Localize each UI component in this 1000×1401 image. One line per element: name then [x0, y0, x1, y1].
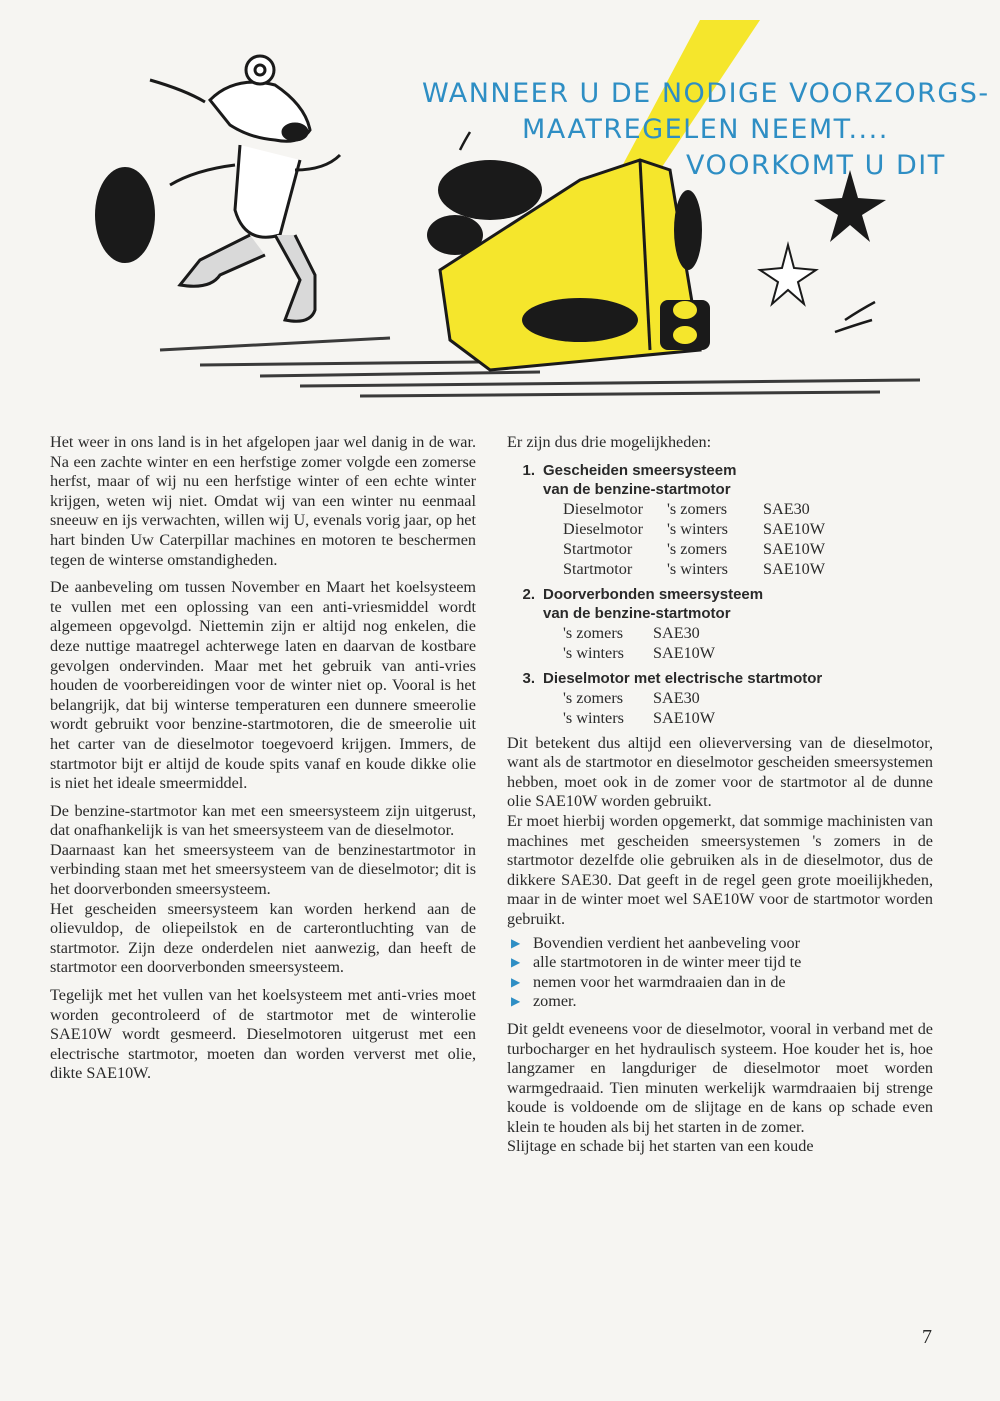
bullet-list [511, 934, 933, 1012]
left-column [50, 433, 476, 1092]
table-row [563, 499, 933, 519]
headline-line-2: MAATREGELEN NEEMT.... [522, 114, 889, 145]
star-outline-icon [760, 245, 816, 304]
season-cell: 's winters [667, 559, 728, 578]
oil-cell: SAE10W [653, 643, 716, 662]
list-item-text: zomer. [533, 992, 577, 1011]
paragraph: Dit betekent dus altijd een olieverversing van de dieselmotor, want als de startmotor en dieselmotor gescheiden smeersystemen hebben, moet ook in de zomer voor de startmotor al de dunne olie SAE10W worden gebruikt. [507, 733, 933, 811]
triangle-arrow-icon: ▶ [511, 994, 521, 1009]
oil-cell: SAE10W [763, 539, 826, 558]
headline-line-1: WANNEER U DE NODIGE VOORZORGS- [422, 78, 990, 109]
option-heading [507, 461, 933, 480]
triangle-arrow-icon: ▶ [511, 974, 521, 989]
season-cell: 's zomers [667, 539, 728, 558]
option-title: Doorverbonden smeersysteem [543, 585, 764, 603]
option-3 [507, 669, 933, 728]
paragraph: Dit geldt eveneens voor de dieselmotor, vooral in verband met de turbocharger en het hydraulisch systeem. Hoe kouder het is, hoe langzamer en langduriger de dieselmotor moet worden warmgedraaid. Tien minuten werkelijk warmdraaien bij strenge koude is voldoende om de slijtage en de kans op schade even klein te houden als bij het starten in de zomer. [507, 1019, 933, 1136]
oil-cell: SAE30 [653, 623, 700, 642]
paragraph: Daarnaast kan het smeersysteem van de benzinestartmotor in verbinding staan met het smeersysteem van de dieselmotor; dit is het doorverbonden smeersysteem. [50, 840, 476, 899]
list-item [511, 953, 933, 973]
mouse-character [150, 56, 340, 321]
oil-cell: SAE10W [763, 559, 826, 578]
list-item [511, 973, 933, 993]
oil-cell: SAE30 [763, 499, 810, 518]
triangle-arrow-icon: ▶ [511, 935, 521, 950]
option-title: van de benzine-startmotor [543, 480, 731, 498]
list-item [511, 934, 933, 954]
oil-cell: SAE30 [653, 688, 700, 707]
paragraph: Tegelijk met het vullen van het koelsysteem met anti-vries moet worden gecontroleerd of de startmotor met de winterolie SAE10W wordt gesmeerd. Dieselmotoren uitgerust met een electrische startmotor, moeten dan worden ververst met olie, dikte SAE10W. [50, 986, 476, 1083]
oil-table [563, 499, 933, 579]
option-heading [507, 585, 933, 604]
option-title: Gescheiden smeersysteem [543, 461, 737, 479]
table-row [563, 643, 933, 663]
right-column [507, 433, 933, 1157]
option-number: 1. [522, 461, 535, 479]
paragraph: Het gescheiden smeersysteem kan worden herkend aan de olievuldop, de oliepeilstok en de carterontluchting van de startmotor. Zijn deze onderdelen niet aanwezig, dan heeft de startmotor een doorverbonden smeersysteem. [50, 899, 476, 977]
intro-text: Er zijn dus drie mogelijkheden: [507, 433, 712, 451]
list-item [511, 992, 933, 1012]
list-item-text: nemen voor het warmdraaien dan in de [533, 972, 786, 991]
yellow-machine [427, 160, 710, 370]
paragraph: Er moet hierbij worden opgemerkt, dat sommige machinisten van machines met gescheiden smeersystemen 's zomers in de startmotor dezelfde olie gebruiken als in de dieselmotor, dus de dikkere SAE30. Dat geeft in de regel geen grote moeilijkheden, maar in de winter moet wel SAE10W voor de startmotor worden gebruikt. [507, 811, 933, 928]
option-2 [507, 585, 933, 663]
paragraph: Slijtage en schade bij het starten van een koude [507, 1137, 814, 1156]
season-cell: 's zomers [563, 623, 624, 642]
oil-cell: SAE10W [763, 519, 826, 538]
option-1 [507, 461, 933, 579]
illustration [60, 20, 990, 420]
season-cell: 's zomers [563, 688, 624, 707]
oil-cell: SAE10W [653, 708, 716, 727]
table-row [563, 519, 933, 539]
list-item-text: alle startmotoren in de winter meer tijd te [533, 953, 802, 972]
list-item-text: Bovendien verdient het aanbeveling voor [533, 933, 801, 952]
engine-cell: Dieselmotor [563, 519, 644, 538]
engine-cell: Startmotor [563, 559, 633, 578]
page-number: 7 [922, 1326, 932, 1348]
table-row [563, 539, 933, 559]
option-number: 2. [522, 585, 535, 603]
option-heading [507, 604, 933, 623]
table-row [563, 623, 933, 643]
paragraph: De benzine-startmotor kan met een smeersysteem zijn uitgerust, dat onafhankelijk is van het smeersysteem van de dieselmotor. [50, 801, 476, 840]
paragraph: De aanbeveling om tussen November en Maart het koelsysteem te vullen met een oplossing van een anti-vriesmiddel wordt algemeen opgevolgd. Niettemin zijn er altijd nog enkelen, die deze nuttige maatregel achterwege laten en daarvan de kostbare gevolgen ondervinden. Maar met het gebruik van anti-vries houden de voorbereidingen voor de winter niet op. Vooral is het belangrijk, dat bij winterse temperaturen een dunnere smeerolie wordt gebruikt voor benzine-startmotoren, die de smeerolie uit het carter van de dieselmotor toegevoerd krijgen. Immers, de startmotor bijt er altijd de koude spits vanaf en koude dikke olie is niet het ideale smeermiddel. [50, 578, 476, 793]
engine-cell: Dieselmotor [563, 499, 644, 518]
headline-line-3: VOORKOMT U DIT [686, 150, 946, 181]
option-title: Dieselmotor met electrische startmotor [543, 669, 823, 687]
engine-cell: Startmotor [563, 539, 633, 558]
option-heading [507, 669, 933, 688]
triangle-arrow-icon: ▶ [511, 955, 521, 970]
option-title: van de benzine-startmotor [543, 604, 731, 622]
option-number: 3. [522, 669, 535, 687]
bag [95, 167, 155, 263]
table-row [563, 688, 933, 708]
oil-table [563, 623, 933, 663]
table-row [563, 559, 933, 579]
season-cell: 's winters [563, 708, 624, 727]
season-cell: 's winters [563, 643, 624, 662]
table-row [563, 708, 933, 728]
oil-table [563, 688, 933, 728]
season-cell: 's zomers [667, 499, 728, 518]
option-heading [507, 480, 933, 499]
paragraph: Het weer in ons land is in het afgelopen jaar wel danig in de war. Na een zachte winter en een herfstige zomer volgde een zomerse herfst, maar of wij nu een herfstige winter of een echte winter krijgen, weten wij niet. Omdat wij van een winter nu eenmaal sneeuw en ijs verwachten, willen wij U, evenals vorig jaar, op het hart binden Uw Caterpillar machines en motoren te beschermen tegen de winterse omstandigheden. [50, 433, 476, 569]
season-cell: 's winters [667, 519, 728, 538]
